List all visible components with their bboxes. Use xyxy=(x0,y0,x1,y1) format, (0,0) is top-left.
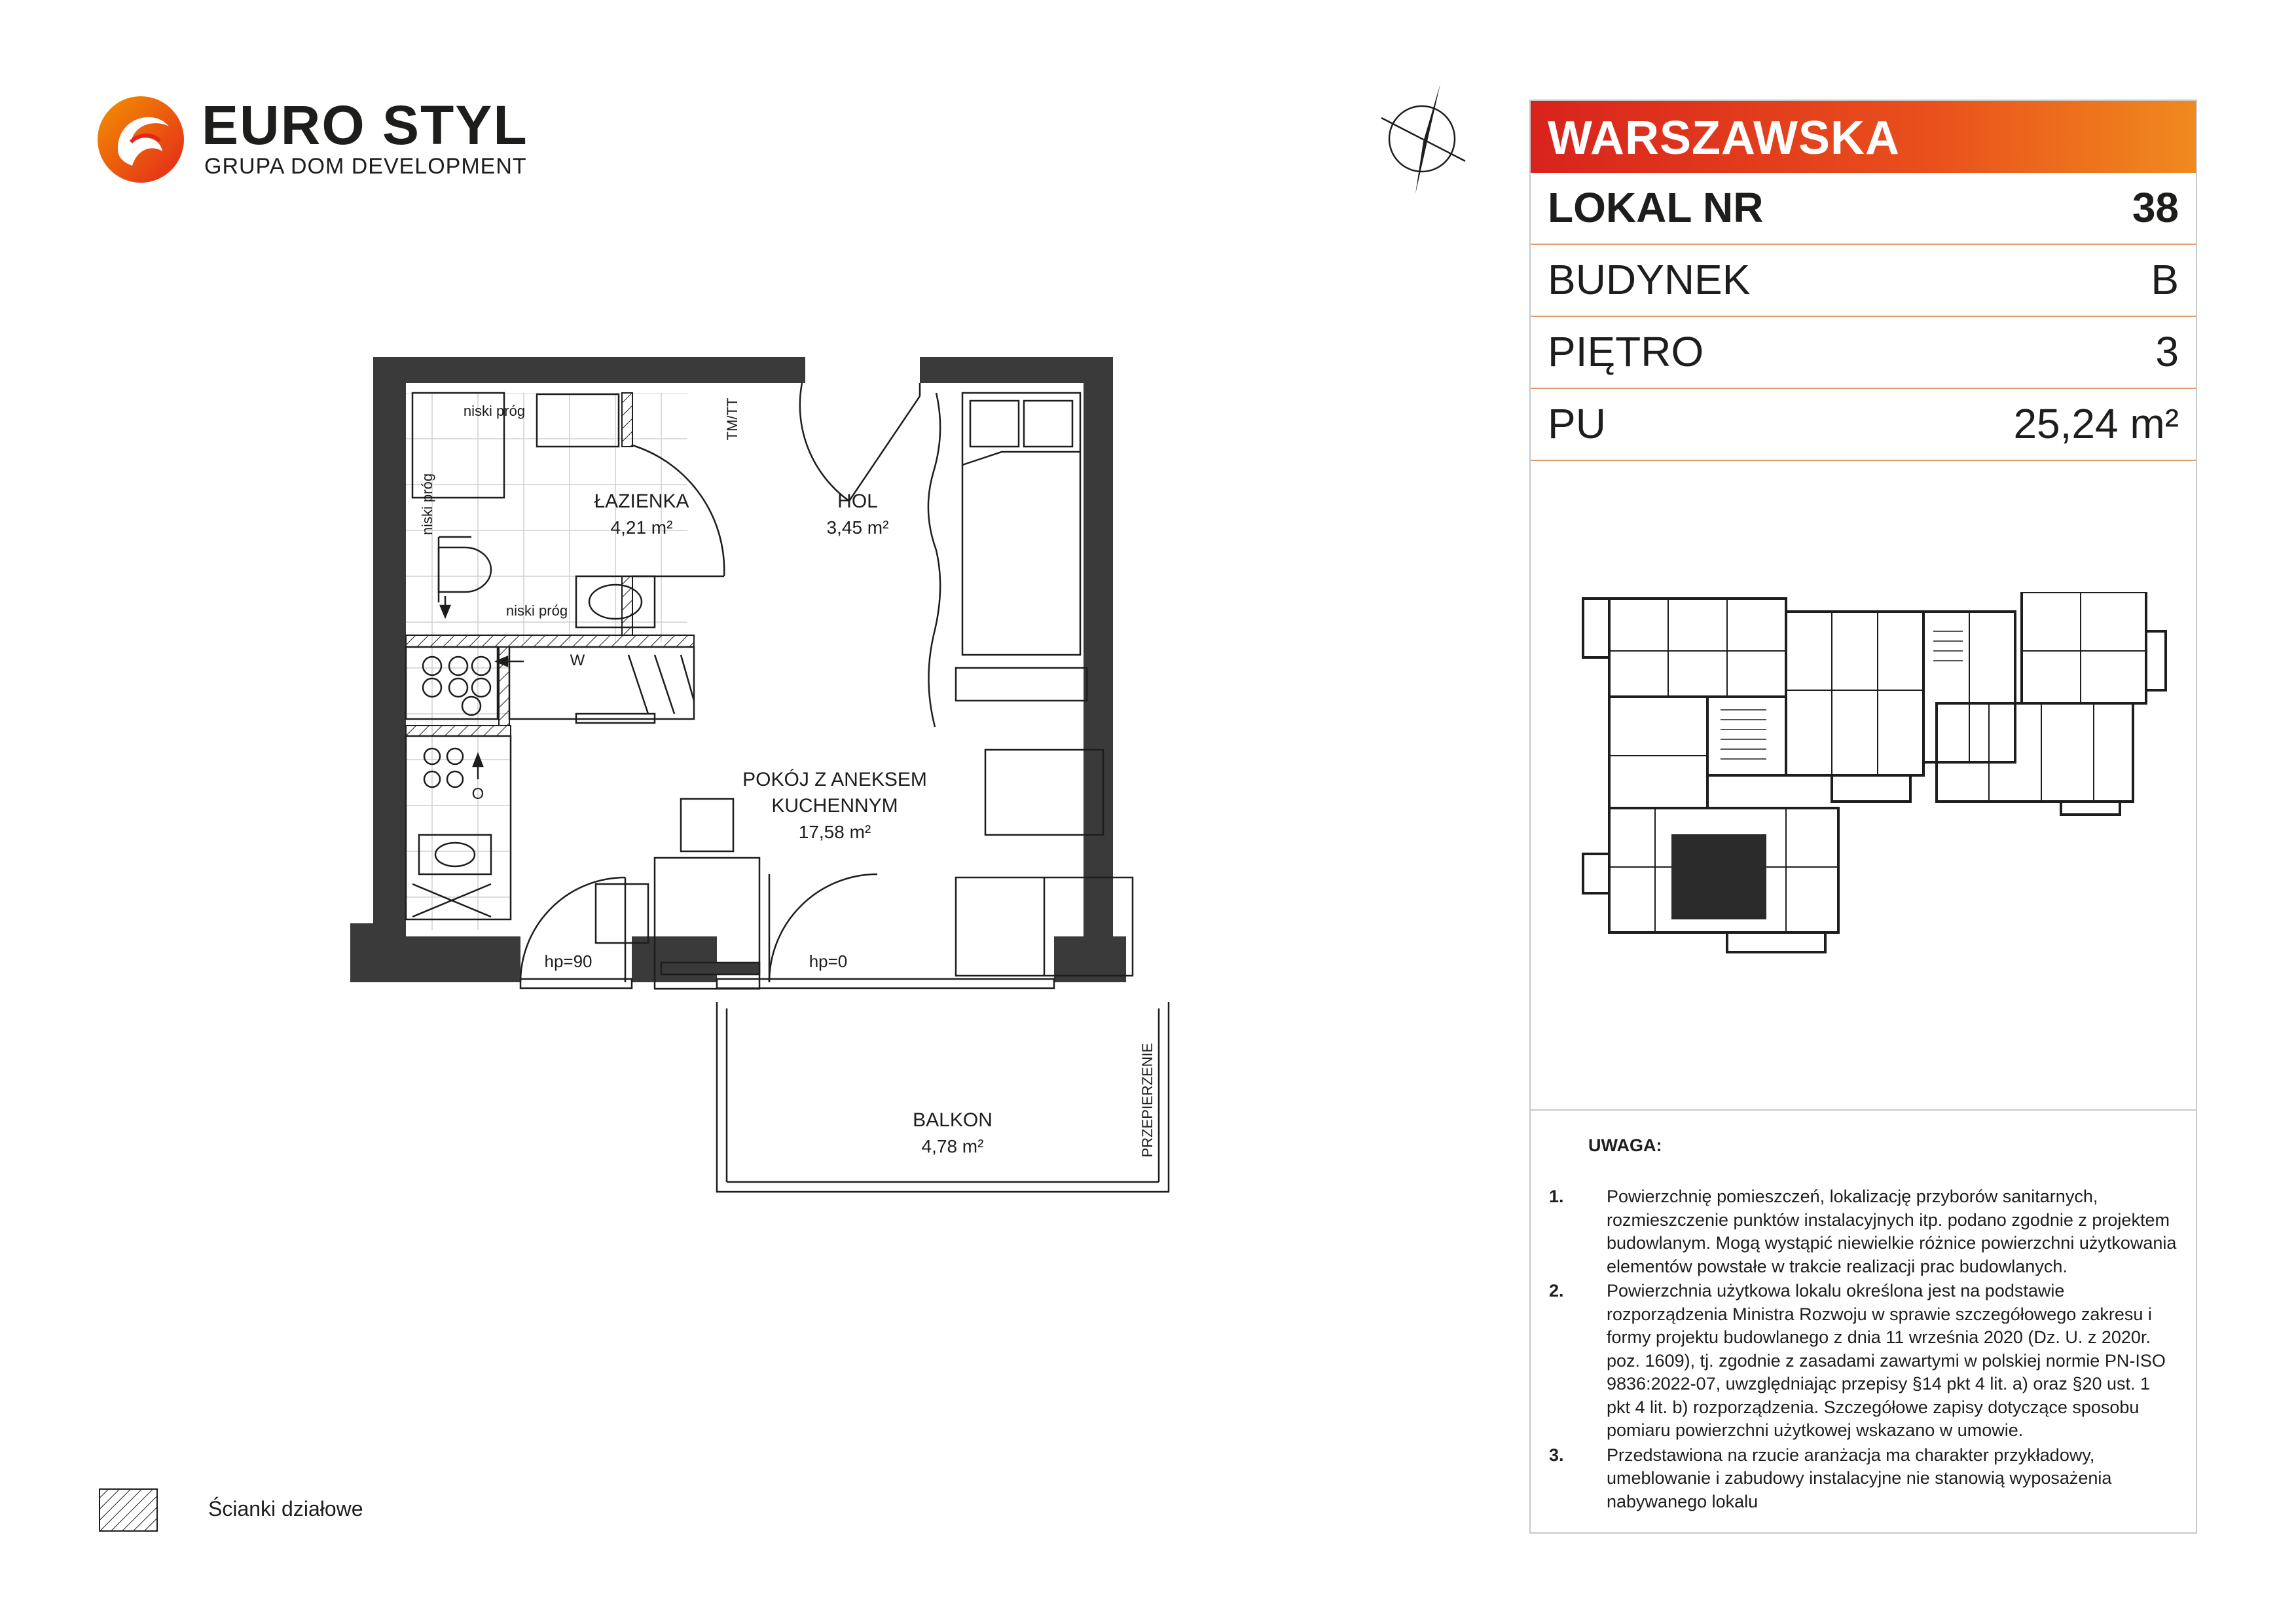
note-text: Przedstawiona na rzucie aranżacja ma charakter przykładowy, umeblowanie i zabudowy instalacyjne nie stanowią wyposażenia nabywanego lokalu xyxy=(1607,1445,2112,1511)
bathroom-area: 4,21 m² xyxy=(610,517,673,538)
note-text: Powierzchnia użytkowa lokalu określona jest na podstawie rozporządzenia Ministra Rozwoju w sprawie szczegółowego zakresu i formy projektu budowlanego z dnia 11 września 2020 (Dz. U. z 2020r. poz. 1609), tj. zgodnie z zasadami zawartymi w polskiej normie PN-ISO 9836:2022-07, uwzględniając przepisy §14 pkt 4 lit. a) oraz §20 ust. 1 pkt 4 lit. b) rozporządzenia. Szczegółowe zapisy dotyczące sposobu pomiaru powierzchni użytkowej wskazano w umowie. xyxy=(1607,1281,2166,1440)
tm-tt-label: TM/TT xyxy=(724,397,740,441)
balcony-doors xyxy=(520,874,1054,988)
north-arrow-icon xyxy=(1375,79,1473,196)
info-label: PIĘTRO xyxy=(1548,328,1704,375)
project-header xyxy=(1531,101,2196,173)
info-row-floor xyxy=(1531,317,2196,389)
hatch-swatch-icon xyxy=(98,1488,158,1532)
info-row-building xyxy=(1531,245,2196,317)
drain-point-label: O xyxy=(471,785,484,803)
note-text: Powierzchnię pomieszczeń, lokalizację przyborów sanitarnych, rozmieszczenie punktów instalacyjnych itp. podano zgodnie z projektem budowlanym. Mogą wystąpić niewielkie różnice powierzchni użytkowania elementów powstałe w trakcie realizacji prac budowlanych. xyxy=(1607,1187,2177,1276)
balcony-outline xyxy=(717,1002,1169,1192)
info-value: 38 xyxy=(2132,184,2179,231)
info-row-unit xyxy=(1531,173,2196,245)
note-number: 2. xyxy=(1549,1281,1564,1301)
room-name-line2: KUCHENNYM xyxy=(771,795,898,817)
legend xyxy=(98,1488,491,1534)
low-threshold-label: niski próg xyxy=(463,403,526,419)
hall-area: 3,45 m² xyxy=(826,517,889,538)
room-name-line1: POKÓJ Z ANEKSEM xyxy=(742,769,927,790)
room-area: 17,58 m² xyxy=(798,822,871,842)
note-number: 3. xyxy=(1549,1445,1564,1465)
balcony-area: 4,78 m² xyxy=(921,1136,984,1156)
notes-divider xyxy=(1531,1109,2196,1111)
low-threshold-label: niski próg xyxy=(419,473,435,536)
brand-name: EURO STYL xyxy=(202,94,528,156)
hall-name: HOL xyxy=(837,490,878,512)
note-number: 1. xyxy=(1549,1187,1564,1206)
partition-label: PRZEPIERZENIE xyxy=(1139,1043,1156,1158)
note-item xyxy=(1549,1280,2178,1443)
info-row-area xyxy=(1531,389,2196,461)
balcony-name: BALKON xyxy=(913,1109,993,1131)
door-height-label: hp=0 xyxy=(809,951,848,971)
notes-list xyxy=(1549,1185,2178,1515)
bathroom-name: ŁAZIENKA xyxy=(594,490,689,512)
info-panel xyxy=(1529,100,2197,1534)
brand-logo xyxy=(92,88,528,187)
bed xyxy=(962,393,1080,655)
notes-title: UWAGA: xyxy=(1588,1135,1662,1155)
water-point-label: W xyxy=(570,652,585,669)
legend-label: Ścianki działowe xyxy=(208,1497,363,1521)
info-label: LOKAL NR xyxy=(1548,184,1764,231)
apartment-floor-plan xyxy=(340,347,1205,1251)
info-label: BUDYNEK xyxy=(1548,256,1751,303)
low-threshold-label: niski próg xyxy=(505,602,568,619)
project-name: WARSZAWSKA xyxy=(1548,112,1900,164)
info-value: 25,24 m² xyxy=(2013,400,2179,447)
building-floor-key-plan xyxy=(1570,592,2172,959)
note-item xyxy=(1549,1444,2178,1514)
euro-styl-logo-icon xyxy=(92,88,190,187)
note-item xyxy=(1549,1185,2178,1278)
info-value: 3 xyxy=(2155,328,2179,375)
brand-subtitle: GRUPA DOM DEVELOPMENT xyxy=(204,154,527,179)
info-value: B xyxy=(2151,256,2179,303)
door-height-label: hp=90 xyxy=(544,951,592,971)
info-label: PU xyxy=(1548,400,1606,447)
